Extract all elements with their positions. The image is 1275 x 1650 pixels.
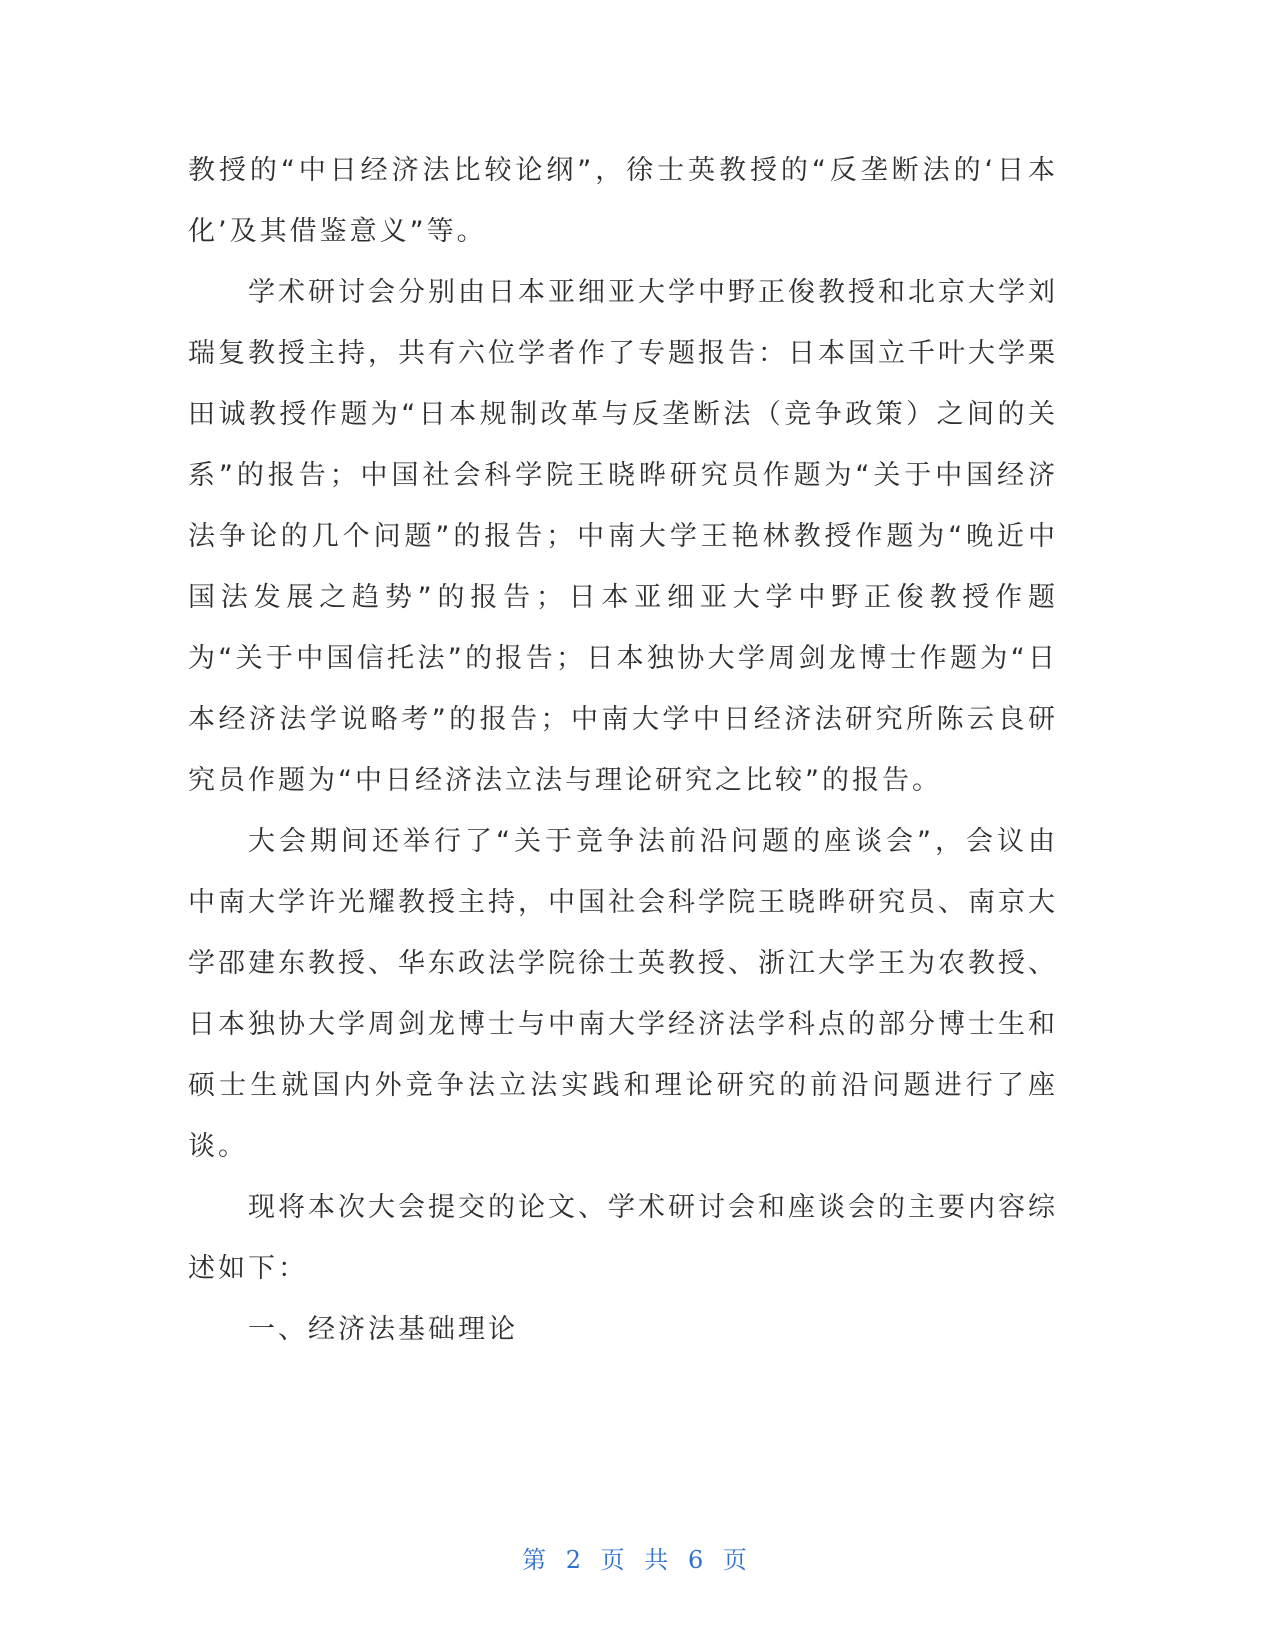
paragraph-symposium: 学术研讨会分别由日本亚细亚大学中野正俊教授和北京大学刘瑞复教授主持，共有六位学者作了专题报告：日本国立千叶大学栗田诚教授作题为“日本规制改革与反垄断法（竞争政策）之间的关系”的报告；中国社会科学院王晓晔研究员作题为“关于中国经济法争论的几个问题”的报告；中南大学王艳林教授作题为“晚近中国法发展之趋势”的报告；日本亚细亚大学中野正俊教授作题为“关于中国信托法”的报告；日本独协大学周剑龙博士作题为“日本经济法学说略考”的报告；中南大学中日经济法研究所陈云良研究员作题为“中日经济法立法与理论研究之比较”的报告。 — [188, 277, 1058, 796]
section-heading: 一、经济法基础理论 — [248, 1314, 518, 1345]
document-body — [188, 140, 1058, 1360]
paragraph-continuation: 教授的“中日经济法比较论纲”，徐士英教授的“反垄断法的‘日本化’及其借鉴意义”等。 — [188, 155, 1058, 247]
page-number-footer: 第 2 页 共 6 页 — [522, 1546, 753, 1574]
paragraph-summary-intro: 现将本次大会提交的论文、学术研讨会和座谈会的主要内容综述如下： — [188, 1192, 1058, 1284]
paragraph-forum: 大会期间还举行了“关于竞争法前沿问题的座谈会”，会议由中南大学许光耀教授主持，中国社会科学院王晓晔研究员、南京大学邵建东教授、华东政法学院徐士英教授、浙江大学王为农教授、日本独协大学周剑龙博士与中南大学经济法学科点的部分博士生和硕士生就国内外竞争法立法实践和理论研究的前沿问题进行了座谈。 — [188, 826, 1058, 1162]
